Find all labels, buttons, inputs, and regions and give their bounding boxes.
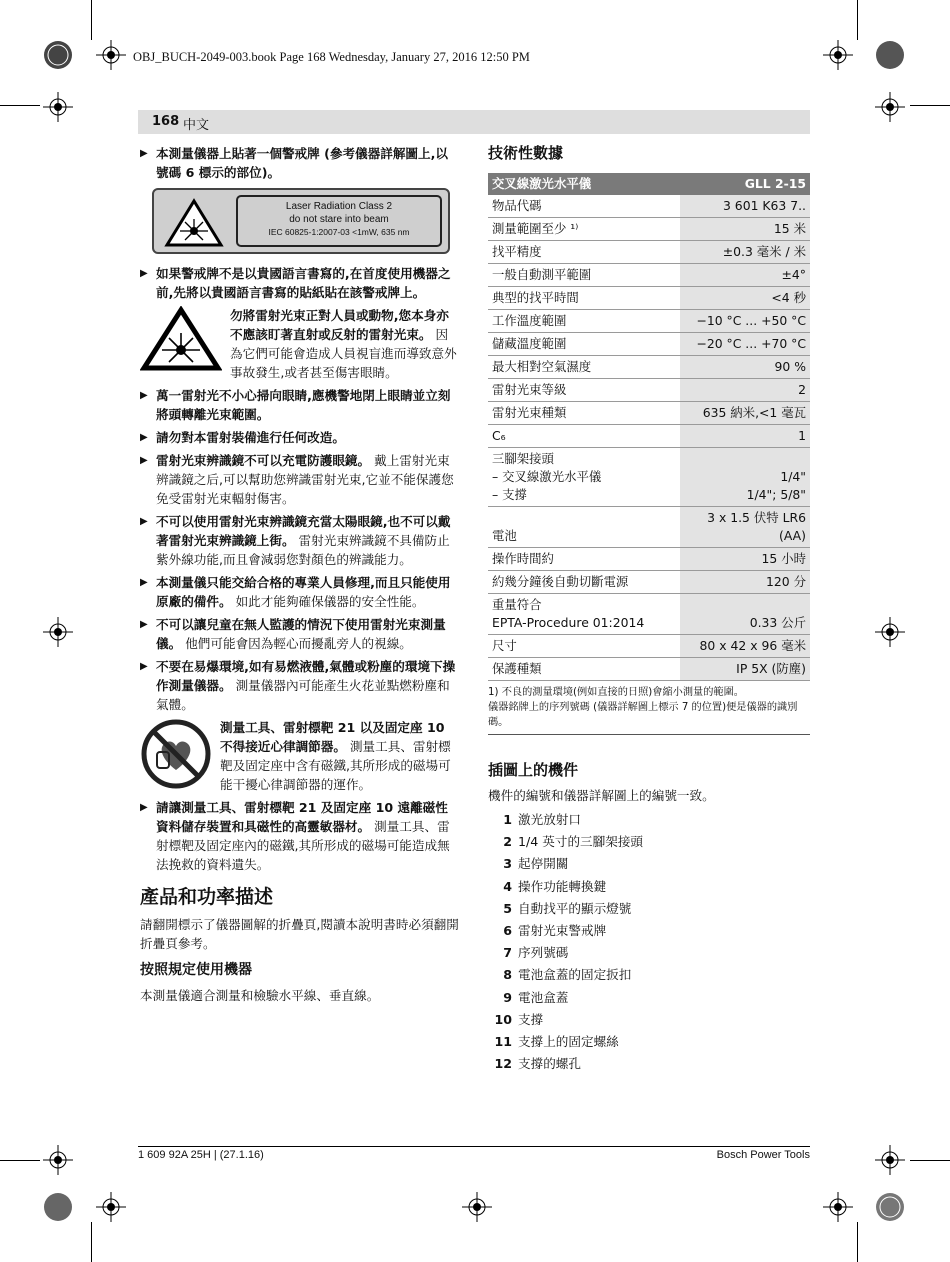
label-line-3: IEC 60825-1:2007-03 <1mW, 635 nm — [268, 227, 410, 237]
bullet-text: 如此才能夠確保儀器的安全性能。 — [235, 594, 425, 609]
bullet-sunglasses — [140, 512, 460, 569]
table-row — [488, 310, 810, 333]
intended-use-paragraph: 本測量儀適合測量和檢驗水平線、垂直線。 — [140, 988, 380, 1003]
footer-rule — [138, 1146, 810, 1147]
crop-mark — [0, 1160, 40, 1161]
tripod-value: 1/4" — [780, 469, 806, 484]
spec-value: 0.33 公斤 — [680, 594, 810, 635]
part-name: 起停開關 — [518, 856, 569, 872]
list-item — [488, 876, 810, 898]
table-row — [488, 571, 810, 594]
tripod-label: 三腳架接頭 — [492, 451, 554, 466]
part-number: 2 — [503, 834, 512, 850]
part-number: 7 — [503, 945, 512, 961]
part-number: 3 — [503, 856, 512, 872]
part-number: 4 — [503, 878, 512, 894]
registration-mark-icon — [96, 1192, 126, 1222]
weight-label: 重量符合 — [492, 597, 542, 612]
table-row — [488, 425, 810, 448]
laser-warning-bold: 勿將雷射光束正對人員或動物,您本身亦不應該盯著直射或反射的雷射光束。 — [230, 308, 449, 342]
crop-mark — [0, 105, 40, 106]
spec-value: −10 °C ... +50 °C — [680, 310, 810, 333]
spec-label: 找平精度 — [488, 241, 680, 264]
table-row — [488, 448, 810, 507]
spec-header-model: GLL 2-15 — [680, 173, 810, 195]
table-row — [488, 264, 810, 287]
product-paragraph: 請翻開標示了儀器圖解的折疊頁,閱讀本說明書時必須翻開折疊頁參考。 — [140, 917, 459, 951]
pacemaker-prohibited-icon — [140, 718, 212, 790]
spec-footnotes — [488, 685, 810, 735]
bullet-bold: 不可以讓兒童在無人監護的情況下使用雷射光束測量儀。 — [156, 617, 446, 651]
part-name: 支撐的螺孔 — [518, 1056, 581, 1072]
part-name: 操作功能轉換鍵 — [518, 878, 607, 894]
bullet-language-label: ▶ 如果警戒牌不是以貴國語言書寫的,在首度使用機器之前,先將以貴國語言書寫的貼紙貼在該警戒牌上。 — [140, 264, 460, 302]
table-row — [488, 287, 810, 310]
weight-label: EPTA-Procedure 01:2014 — [492, 615, 645, 630]
footnote: 1) 不良的測量環境(例如直接的日照)會縮小測量的範圍。 — [488, 687, 744, 698]
registration-mark-icon — [875, 1145, 905, 1175]
spec-value: 120 分 — [680, 571, 810, 594]
list-item — [488, 831, 810, 853]
bullet-explosive — [140, 657, 460, 714]
section-heading-parts: 插圖上的機件 — [488, 761, 579, 779]
table-row — [488, 594, 810, 635]
spec-value: 635 納米,<1 毫瓦 — [680, 402, 810, 425]
registration-mark-icon — [43, 617, 73, 647]
section-heading-specs: 技術性數據 — [488, 144, 564, 162]
bullet-bold: 本測量儀只能交給合格的專業人員修理,而且只能使用原廠的備件。 — [156, 575, 451, 609]
spec-value: 15 小時 — [680, 548, 810, 571]
bullet-text: 測量儀器內可能產生火花並點燃粉塵和氣體。 — [156, 678, 450, 712]
spec-label: 一般自動測平範圍 — [488, 264, 680, 287]
spec-value: −20 °C ... +70 °C — [680, 333, 810, 356]
spec-value: ±0.3 毫米 / 米 — [680, 241, 810, 264]
registration-mark-icon — [823, 1192, 853, 1222]
section-heading-intended-use: 按照規定使用機器 — [140, 962, 252, 978]
part-number: 5 — [503, 900, 512, 916]
bullet-viewing-glasses — [140, 451, 460, 508]
table-row — [488, 218, 810, 241]
part-name: 電池盒蓋 — [518, 989, 569, 1005]
part-name: 電池盒蓋的固定扳扣 — [518, 967, 632, 983]
part-number: 1 — [503, 812, 512, 827]
spec-value: 3 x 1.5 伏特 LR6 (AA) — [680, 507, 810, 548]
print-header: OBJ_BUCH-2049-003.book Page 168 Wednesday, January 27, 2016 12:50 PM — [133, 50, 530, 64]
registration-mark-icon — [875, 92, 905, 122]
bullet-bold: 請讓測量工具、雷射標靶 21 及固定座 10 遠離磁性資料儲存裝置和具磁性的高靈敏器材。 — [156, 800, 448, 834]
laser-warning-block — [140, 306, 460, 382]
spec-label — [488, 594, 680, 635]
spec-value: 2 — [680, 379, 810, 402]
part-name: 支撐上的固定螺絲 — [518, 1034, 619, 1050]
list-item — [488, 1009, 810, 1031]
pacemaker-bold: 測量工具、雷射標靶 21 以及固定座 10 不得接近心律調節器。 — [220, 720, 445, 754]
tripod-sub-label: – 支撐 — [492, 487, 527, 502]
bullet-text: 雷射光束辨識鏡不具備防止紫外線功能,而且會減弱您對顏色的辨識能力。 — [156, 533, 450, 567]
bullet-bold: 不要在易爆環境,如有易燃液體,氣體或粉塵的環境下操作測量儀器。 — [156, 659, 456, 693]
spec-label: 約幾分鐘後自動切斷電源 — [488, 571, 680, 594]
list-item — [488, 809, 810, 831]
spec-label: 雷射光束種類 — [488, 402, 680, 425]
list-item — [488, 942, 810, 964]
bullet-text: 測量工具、雷射標靶及固定座內的磁鐵,其所形成的磁場可能造成無法挽救的資料遺失。 — [156, 819, 450, 872]
label-line-1: Laser Radiation Class 2 — [285, 201, 393, 212]
spec-value: IP 5X (防塵) — [680, 658, 810, 681]
spec-value: 1 — [680, 425, 810, 448]
table-row — [488, 658, 810, 681]
spec-label: 物品代碼 — [488, 195, 680, 218]
registration-mark-icon — [43, 40, 73, 70]
pacemaker-warning-text — [220, 718, 460, 794]
spec-table — [488, 173, 810, 681]
table-row — [488, 241, 810, 264]
label-line-2: do not stare into beam — [289, 214, 389, 225]
left-column — [140, 144, 460, 1005]
tripod-sub-label: – 交叉線激光水平儀 — [492, 469, 602, 484]
part-number: 11 — [494, 1034, 512, 1050]
pacemaker-rest: 測量工具、雷射標靶及固定座中含有磁鐵,其所形成的磁場可能干擾心律調節器的運作。 — [220, 739, 451, 792]
part-number: 8 — [503, 967, 512, 983]
spec-label: 雷射光束等級 — [488, 379, 680, 402]
spec-label: 工作溫度範圍 — [488, 310, 680, 333]
part-name: 自動找平的顯示燈號 — [518, 900, 632, 916]
parts-intro: 機件的編號和儀器詳解圖上的編號一致。 — [488, 788, 715, 803]
registration-mark-icon — [43, 92, 73, 122]
spec-label: 最大相對空氣濕度 — [488, 356, 680, 379]
spec-value: 80 x 42 x 96 毫米 — [680, 635, 810, 658]
page-header-band — [138, 110, 810, 134]
spec-value: 15 米 — [680, 218, 810, 241]
crop-mark — [857, 0, 858, 40]
part-number: 12 — [494, 1056, 512, 1072]
laser-warning-rest: 因為它們可能會造成人員視盲進而導致意外事故發生,或者甚至傷害眼睛。 — [230, 327, 457, 380]
bullet-text: 戴上雷射光束辨識鏡之后,可以幫助您辨識雷射光束,它並不能保護您免受雷射光束輻射傷害。 — [156, 453, 454, 506]
list-item — [488, 964, 810, 986]
table-row — [488, 195, 810, 218]
spec-label: C₆ — [488, 425, 680, 448]
spec-value: <4 秒 — [680, 287, 810, 310]
table-row — [488, 402, 810, 425]
spec-label: 操作時間約 — [488, 548, 680, 571]
spec-table-header — [488, 173, 810, 195]
registration-mark-icon — [462, 1192, 492, 1222]
spec-header-label: 交叉線激光水平儀 — [488, 173, 680, 195]
spec-value: ±4° — [680, 264, 810, 287]
laser-warning-text — [230, 306, 460, 382]
table-row — [488, 507, 810, 548]
list-item — [488, 853, 810, 875]
footer-doc-id: 1 609 92A 25H | (27.1.16) — [138, 1149, 264, 1161]
crop-mark — [91, 1222, 92, 1262]
list-item — [488, 920, 810, 942]
bullet-repair — [140, 573, 460, 611]
laser-warning-icon — [164, 198, 224, 248]
warning-label-image — [152, 188, 450, 254]
list-item — [488, 987, 810, 1009]
registration-mark-icon — [43, 1192, 73, 1222]
page-number: 168 — [152, 114, 180, 129]
part-name: 雷射光束警戒牌 — [518, 923, 607, 939]
laser-hazard-icon — [140, 306, 222, 372]
spec-label: 保護種類 — [488, 658, 680, 681]
spec-value — [680, 448, 810, 507]
registration-mark-icon — [875, 40, 905, 70]
list-item — [488, 898, 810, 920]
table-row — [488, 379, 810, 402]
spec-label: 典型的找平時間 — [488, 287, 680, 310]
registration-mark-icon — [43, 1145, 73, 1175]
parts-list — [488, 809, 810, 1075]
part-number: 6 — [503, 923, 512, 939]
bullet-children — [140, 615, 460, 653]
spec-label: 測量範圍至少 ¹⁾ — [488, 218, 680, 241]
bullet-eye-exposure: ▶ 萬一雷射光不小心掃向眼睛,應機警地閉上眼睛並立刻將頭轉離光束範圍。 — [140, 386, 460, 424]
spec-label: 儲藏溫度範圍 — [488, 333, 680, 356]
spec-label: 尺寸 — [488, 635, 680, 658]
part-name: 激光放射口 — [518, 812, 581, 827]
crop-mark — [857, 1222, 858, 1262]
language-label: 中文 — [183, 118, 210, 133]
bullet-bold: 雷射光束辨識鏡不可以充電防護眼鏡。 — [156, 453, 371, 468]
bullet-text: 他們可能會因為輕心而擾亂旁人的視線。 — [185, 636, 412, 651]
part-name: 序列號碼 — [518, 945, 569, 961]
spec-label: 電池 — [488, 507, 680, 548]
part-name: 支撐 — [518, 1011, 544, 1027]
registration-mark-icon — [875, 1192, 905, 1222]
bullet-magnetic-media — [140, 798, 460, 874]
footnote: 儀器銘牌上的序列號碼 (儀器詳解圖上標示 7 的位置)便是儀器的識別碼。 — [488, 702, 798, 728]
registration-mark-icon — [875, 617, 905, 647]
list-item — [488, 1053, 810, 1075]
list-item — [488, 1031, 810, 1053]
right-column — [488, 142, 810, 1075]
bullet-label-location: ▶ 本測量儀器上貼著一個警戒牌 (參考儀器詳解圖上,以號碼 6 標示的部位)。 — [140, 144, 460, 182]
tripod-value: 1/4"; 5/8" — [746, 487, 806, 502]
registration-mark-icon — [96, 40, 126, 70]
table-row — [488, 548, 810, 571]
crop-mark — [910, 105, 950, 106]
footer-brand: Bosch Power Tools — [716, 1149, 810, 1161]
part-number: 10 — [494, 1011, 512, 1027]
crop-mark — [91, 0, 92, 40]
section-heading-product: 產品和功率描述 — [140, 886, 274, 908]
bullet-bold: 不可以使用雷射光束辨識鏡充當太陽眼鏡,也不可以戴著雷射光束辨識鏡上街。 — [156, 514, 451, 548]
part-number: 9 — [503, 989, 512, 1005]
registration-mark-icon — [823, 40, 853, 70]
warning-label-text — [236, 195, 442, 247]
pacemaker-warning-block — [140, 718, 460, 794]
crop-mark — [910, 1160, 950, 1161]
part-name: 1/4 英寸的三腳架接頭 — [518, 834, 644, 850]
bullet-no-modification: ▶ 請勿對本雷射裝備進行任何改造。 — [140, 428, 460, 447]
table-row — [488, 356, 810, 379]
spec-value: 3 601 K63 7.. — [680, 195, 810, 218]
spec-value: 90 % — [680, 356, 810, 379]
table-row — [488, 635, 810, 658]
spec-label — [488, 448, 680, 507]
table-row — [488, 333, 810, 356]
